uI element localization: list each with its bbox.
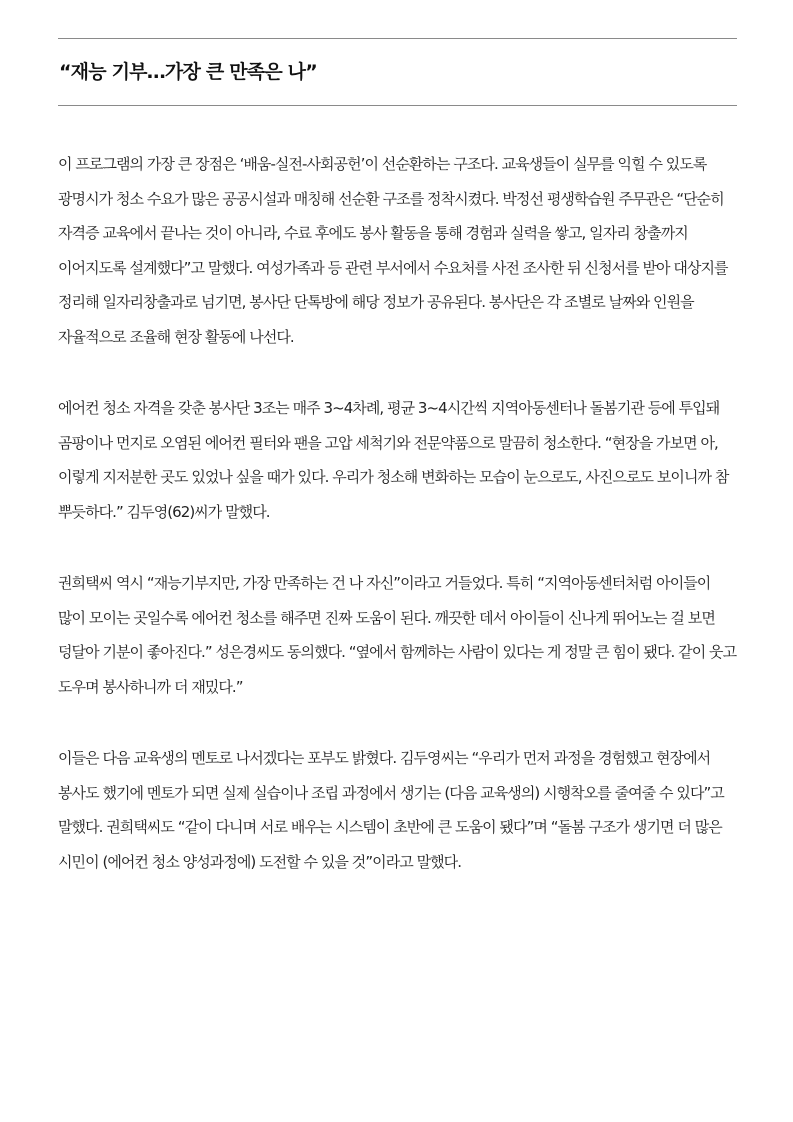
section-heading: “재능 기부…가장 큰 만족은 나” — [59, 61, 317, 83]
article — [58, 38, 737, 916]
body-paragraph-2: 에어컨 청소 자격을 갖춘 봉사단 3조는 매주 3~4차례, 평균 3~4시간씩 지역아동센터나 돌봄기관 등에 투입돼 곰팡이나 먼지로 오염된 에어컨 필터와 팬을 고압 세척기와 전문약품으로 말끔히 청소한다. “현장을 가보면 아, 이렇게 지저분한 곳도 있었나 싶을 때가 있다. 우리가 청소해 변화하는 모습이 눈으로도, 사진으로도 보이니까 참 뿌듯하다.” 김두영(62)씨가 말했다. — [58, 399, 729, 521]
body-paragraph-1: 이 프로그램의 가장 큰 장점은 ‘배움-실전-사회공헌’이 선순환하는 구조다. 교육생들이 실무를 익힐 수 있도록 광명시가 청소 수요가 많은 공공시설과 매칭해 선순환 구조를 정착시켰다. 박정선 평생학습원 주무관은 “단순히 자격증 교육에서 끝나는 것이 아니라, 수료 후에도 봉사 활동을 통해 경험과 실력을 쌓고, 일자리 창출까지 이어지도록 설계했다”고 말했다. 여성가족과 등 관련 부서에서 수요처를 사전 조사한 뒤 신청서를 받아 대상지를 정리해 일자리창출과로 넘기면, 봉사단 단톡방에 해당 정보가 공유된다. 봉사단은 각 조별로 날짜와 인원을 자율적으로 조율해 현장 활동에 나선다. — [58, 155, 728, 346]
body-paragraph-3: 권희택씨 역시 “재능기부지만, 가장 만족하는 건 나 자신”이라고 거들었다. 특히 “지역아동센터처럼 아이들이 많이 모이는 곳일수록 에어컨 청소를 해주면 진짜 도움이 된다. 깨끗한 데서 아이들이 신나게 뛰어노는 걸 보면 덩달아 기분이 좋아진다.” 성은경씨도 동의했다. “옆에서 함께하는 사람이 있다는 게 정말 큰 힘이 됐다. 같이 웃고 도우며 봉사하니까 더 재밌다.” — [58, 574, 737, 696]
heading-bottom-divider — [58, 105, 737, 106]
article-body — [58, 147, 737, 879]
body-paragraph-4: 이들은 다음 교육생의 멘토로 나서겠다는 포부도 밝혔다. 김두영씨는 “우리가 먼저 과정을 경험했고 현장에서 봉사도 했기에 멘토가 되면 실제 실습이나 조립 과정에서 생기는 (다음 교육생의) 시행착오를 줄여줄 수 있다”고 말했다. 권희택씨도 “같이 다니며 서로 배우는 시스템이 초반에 큰 도움이 됐다”며 “돌봄 구조가 생기면 더 많은 시민이 (에어컨 청소 양성과정에) 도전할 수 있을 것”이라고 말했다. — [58, 749, 724, 871]
